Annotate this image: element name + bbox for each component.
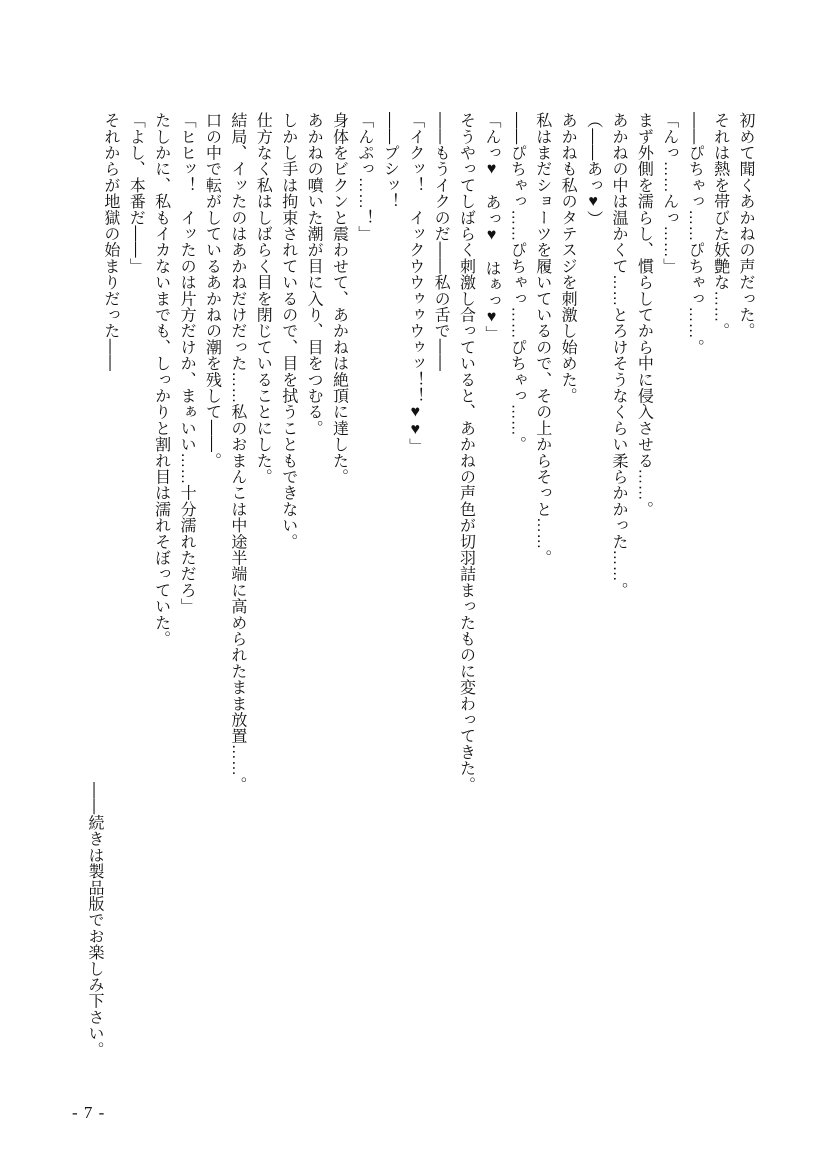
text-line: 口の中で転がしているあかねの潮を残して――。 bbox=[203, 112, 221, 469]
text-line: あかねの噴いた潮が目に入り、目をつむる。 bbox=[305, 112, 323, 436]
text-line: 「イクッ！ イックウウゥゥウゥッ！！♥♥」 bbox=[406, 112, 424, 455]
vertical-text-block bbox=[97, 112, 758, 864]
text-line: 身体をビクンと震わせて、あかねは絶頂に達した。 bbox=[330, 112, 348, 485]
text-line: 結局、イッたのはあかねだけだった……私のおまんこは中途半端に高められたまま放置……。 bbox=[228, 112, 246, 793]
text-line: 私はまだショーツを履いているので、その上からそっと……。 bbox=[533, 112, 551, 566]
text-line: しかし手は拘束されているので、目を拭うこともできない。 bbox=[279, 112, 297, 550]
text-line: あかねの中は温かくて……とろけそうなくらい柔らかかった……。 bbox=[609, 112, 627, 598]
text-line: 「ヒヒッ！ イッたのは片方だけか、まぁいい……十分濡れただろ」 bbox=[178, 112, 196, 615]
text-line: それは熱を帯びた妖艶な……。 bbox=[711, 112, 729, 339]
text-line: ――プシッ！ bbox=[381, 112, 399, 210]
text-line: 「よし、本番だ――」 bbox=[127, 112, 145, 274]
text-line: ――ぴちゃっ……ぴちゃっ……。 bbox=[686, 112, 704, 355]
text-line: （――あっ♥） bbox=[584, 112, 602, 227]
trailer-note: ――続きは製品版でお楽しみ下さい。 bbox=[86, 782, 103, 1058]
text-line: ――ぴちゃっ……ぴちゃっ……ぴちゃっ……。 bbox=[508, 112, 526, 453]
text-line: たしかに、私もイカないまでも、しっかりと割れ目は濡れそぼっていた。 bbox=[152, 112, 170, 647]
text-line: ――もうイクのだ――私の舌で―― bbox=[432, 112, 450, 372]
text-line: 仕方なく私はしばらく目を閉じていることにした。 bbox=[254, 112, 272, 485]
text-line: まず外側を濡らし、慣らしてから中に侵入させる……。 bbox=[635, 112, 653, 517]
text-line: 「んぷっ……！」 bbox=[355, 112, 373, 242]
text-line: 初めて聞くあかねの声だった。 bbox=[737, 112, 754, 339]
text-line: そうやってしばらく刺激し合っていると、あかねの声色が切羽詰まったものに変わってきた。 bbox=[457, 112, 475, 793]
text-line: 「んっ……んっ……」 bbox=[660, 112, 678, 274]
page-number: - 7 - bbox=[72, 1103, 106, 1122]
text-line: あかねも私のタテスジを刺激し始めた。 bbox=[559, 112, 577, 404]
text-line: 「んっ♥ あっ♥ はぁっ♥」 bbox=[482, 112, 500, 342]
text-line: それからが地獄の始まりだった―― bbox=[101, 112, 119, 372]
